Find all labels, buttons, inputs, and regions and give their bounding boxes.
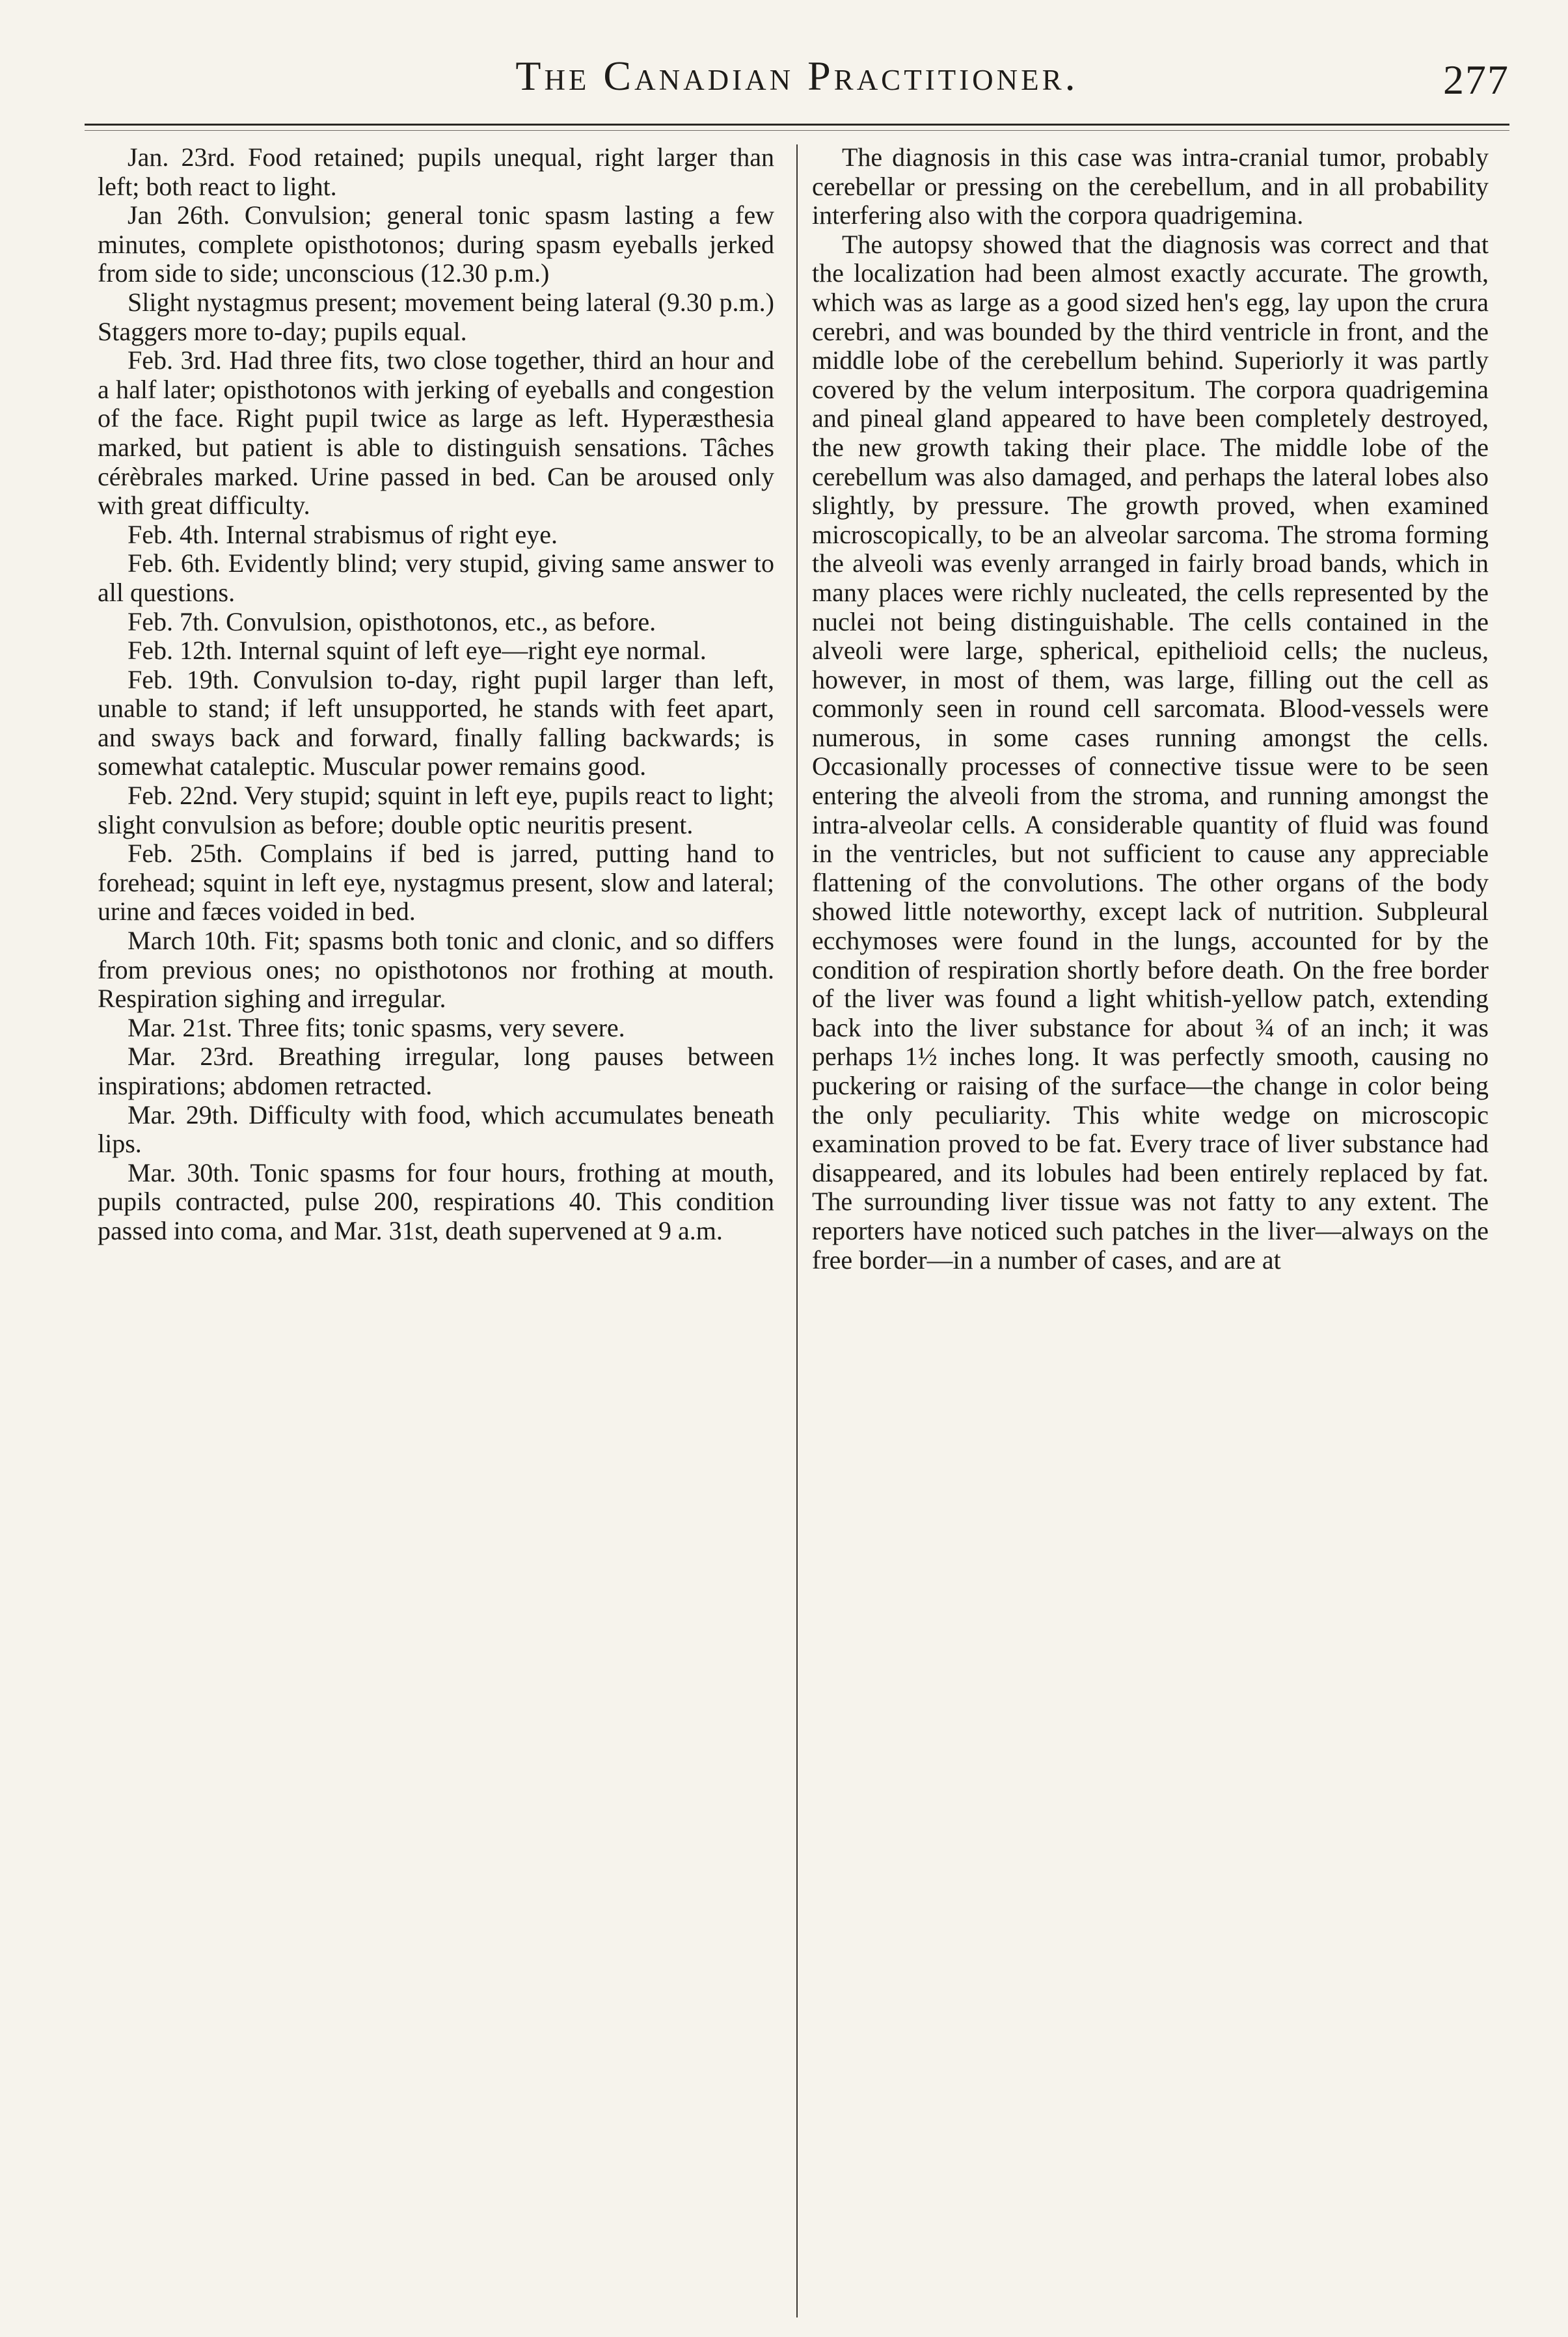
running-title: The Canadian Practitioner. [515, 53, 1079, 99]
paragraph: Feb. 6th. Evidently blind; very stupid, giving same answer to all questions. [98, 548, 774, 607]
header-rule [85, 124, 1509, 126]
paragraph: Slight nystagmus present; movement being lateral (9.30 p.m.) Staggers more to-day; pupils equal. [98, 287, 774, 346]
header-rule-thin [85, 130, 1509, 131]
page-header [85, 39, 1509, 117]
paragraph: Mar. 29th. Difficulty with food, which accumulates beneath lips. [98, 1100, 774, 1159]
paragraph: Feb. 22nd. Very stupid; squint in left eye, pupils react to light; slight convulsion as before; double optic neuritis present. [98, 781, 774, 839]
right-column [812, 143, 1489, 1275]
paragraph: March 10th. Fit; spasms both tonic and clonic, and so differs from previous ones; no opisthotonos nor frothing at mouth. Respiration sighing and irregular. [98, 926, 774, 1014]
paragraph: Feb. 19th. Convulsion to-day, right pupil larger than left, unable to stand; if left unsupported, he stands with feet apart, and sways back and forward, finally falling backwards; is somewhat cataleptic. Muscular power remains good. [98, 664, 774, 781]
paragraph: The diagnosis in this case was intra-cranial tumor, probably cerebellar or pressing on the cerebellum, and in all probability interfering also with the corpora quadrigemina. [812, 142, 1489, 230]
paragraph: Feb. 4th. Internal strabismus of right eye. [128, 519, 558, 549]
paragraph: Mar. 23rd. Breathing irregular, long pauses between inspirations; abdomen retracted. [98, 1042, 774, 1100]
paragraph: The autopsy showed that the diagnosis was correct and that the localization had been almost exactly accurate. The growth, which was as large as a good sized hen's egg, lay upon the crura cerebri, and was bounded by the third ventricle in front, and the middle lobe of the cerebellum behind. Superiorly it was partly covered by the velum interpositum. The corpora quadrigemina and pineal gland appeared to have been completely destroyed, the new growth taking their place. The middle lobe of the cerebellum was also damaged, and perhaps the lateral lobes also slightly, by pressure. The growth proved, when examined microscopically, to be an alveolar sarcoma. The stroma forming the alveoli was evenly arranged in fairly broad bands, which in many places were richly nucleated, the cells represented by the nuclei not being distinguishable. The cells contained in the alveoli were large, spherical, epithelioid cells; the nucleus, however, in most of them, was large, filling out the cell as commonly seen in round cell sarcomata. Blood-vessels were numerous, in some cases running amongst the cells. Occasionally processes of connective tissue were to be seen entering the alveoli from the stroma, and running amongst the intra-alveolar cells. A considerable quantity of fluid was found in the ventricles, but not sufficient to cause any appreciable flattening of the convolutions. The other organs of the body showed little noteworthy, except lack of nutrition. Subpleural ecchymoses were found in the lungs, accounted for by the condition of respiration shortly before death. On the free border of the liver was found a light whitish-yellow patch, extending back into the liver substance for about ¾ of an inch; it was perhaps 1½ inches long. It was perfectly smooth, causing no puckering or raising of the surface—the change in color being the only peculiarity. This white wedge on microscopic examination proved to be fat. Every trace of liver substance had disappeared, and its lobules had been entirely replaced by fat. The surrounding liver tissue was not fatty to any extent. The reporters have noticed such patches in the liver—always on the free border—in a number of cases, and are at [812, 229, 1489, 1275]
paragraph: Jan 26th. Convulsion; general tonic spasm lasting a few minutes, complete opisthotonos; during spasm eyeballs jerked from side to side; unconscious (12.30 p.m.) [98, 200, 774, 288]
paragraph: Mar. 21st. Three fits; tonic spasms, very severe. [128, 1012, 625, 1042]
paragraph: Feb. 12th. Internal squint of left eye—right eye normal. [128, 636, 707, 666]
page-number: 277 [1443, 57, 1509, 103]
paragraph: Feb. 3rd. Had three fits, two close together, third an hour and a half later; opisthotonos with jerking of eyeballs and congestion of the face. Right pupil twice as large as left. Hyperæsthesia marked, but patient is able to distinguish sensations. Tâches cérèbrales marked. Urine passed in bed. Can be aroused only with great difficulty. [98, 345, 774, 520]
paragraph: Mar. 30th. Tonic spasms for four hours, frothing at mouth, pupils contracted, pulse 200, respirations 40. This condition passed into coma, and Mar. 31st, death supervened at 9 a.m. [98, 1157, 774, 1245]
paragraph: Feb. 25th. Complains if bed is jarred, putting hand to forehead; squint in left eye, nystagmus present, slow and lateral; urine and fæces voided in bed. [98, 839, 774, 926]
paragraph: Feb. 7th. Convulsion, opisthotonos, etc., as before. [128, 606, 656, 636]
column-divider [796, 144, 798, 2317]
paragraph: Jan. 23rd. Food retained; pupils unequal, right larger than left; both react to light. [98, 142, 774, 201]
left-column [98, 143, 774, 1246]
